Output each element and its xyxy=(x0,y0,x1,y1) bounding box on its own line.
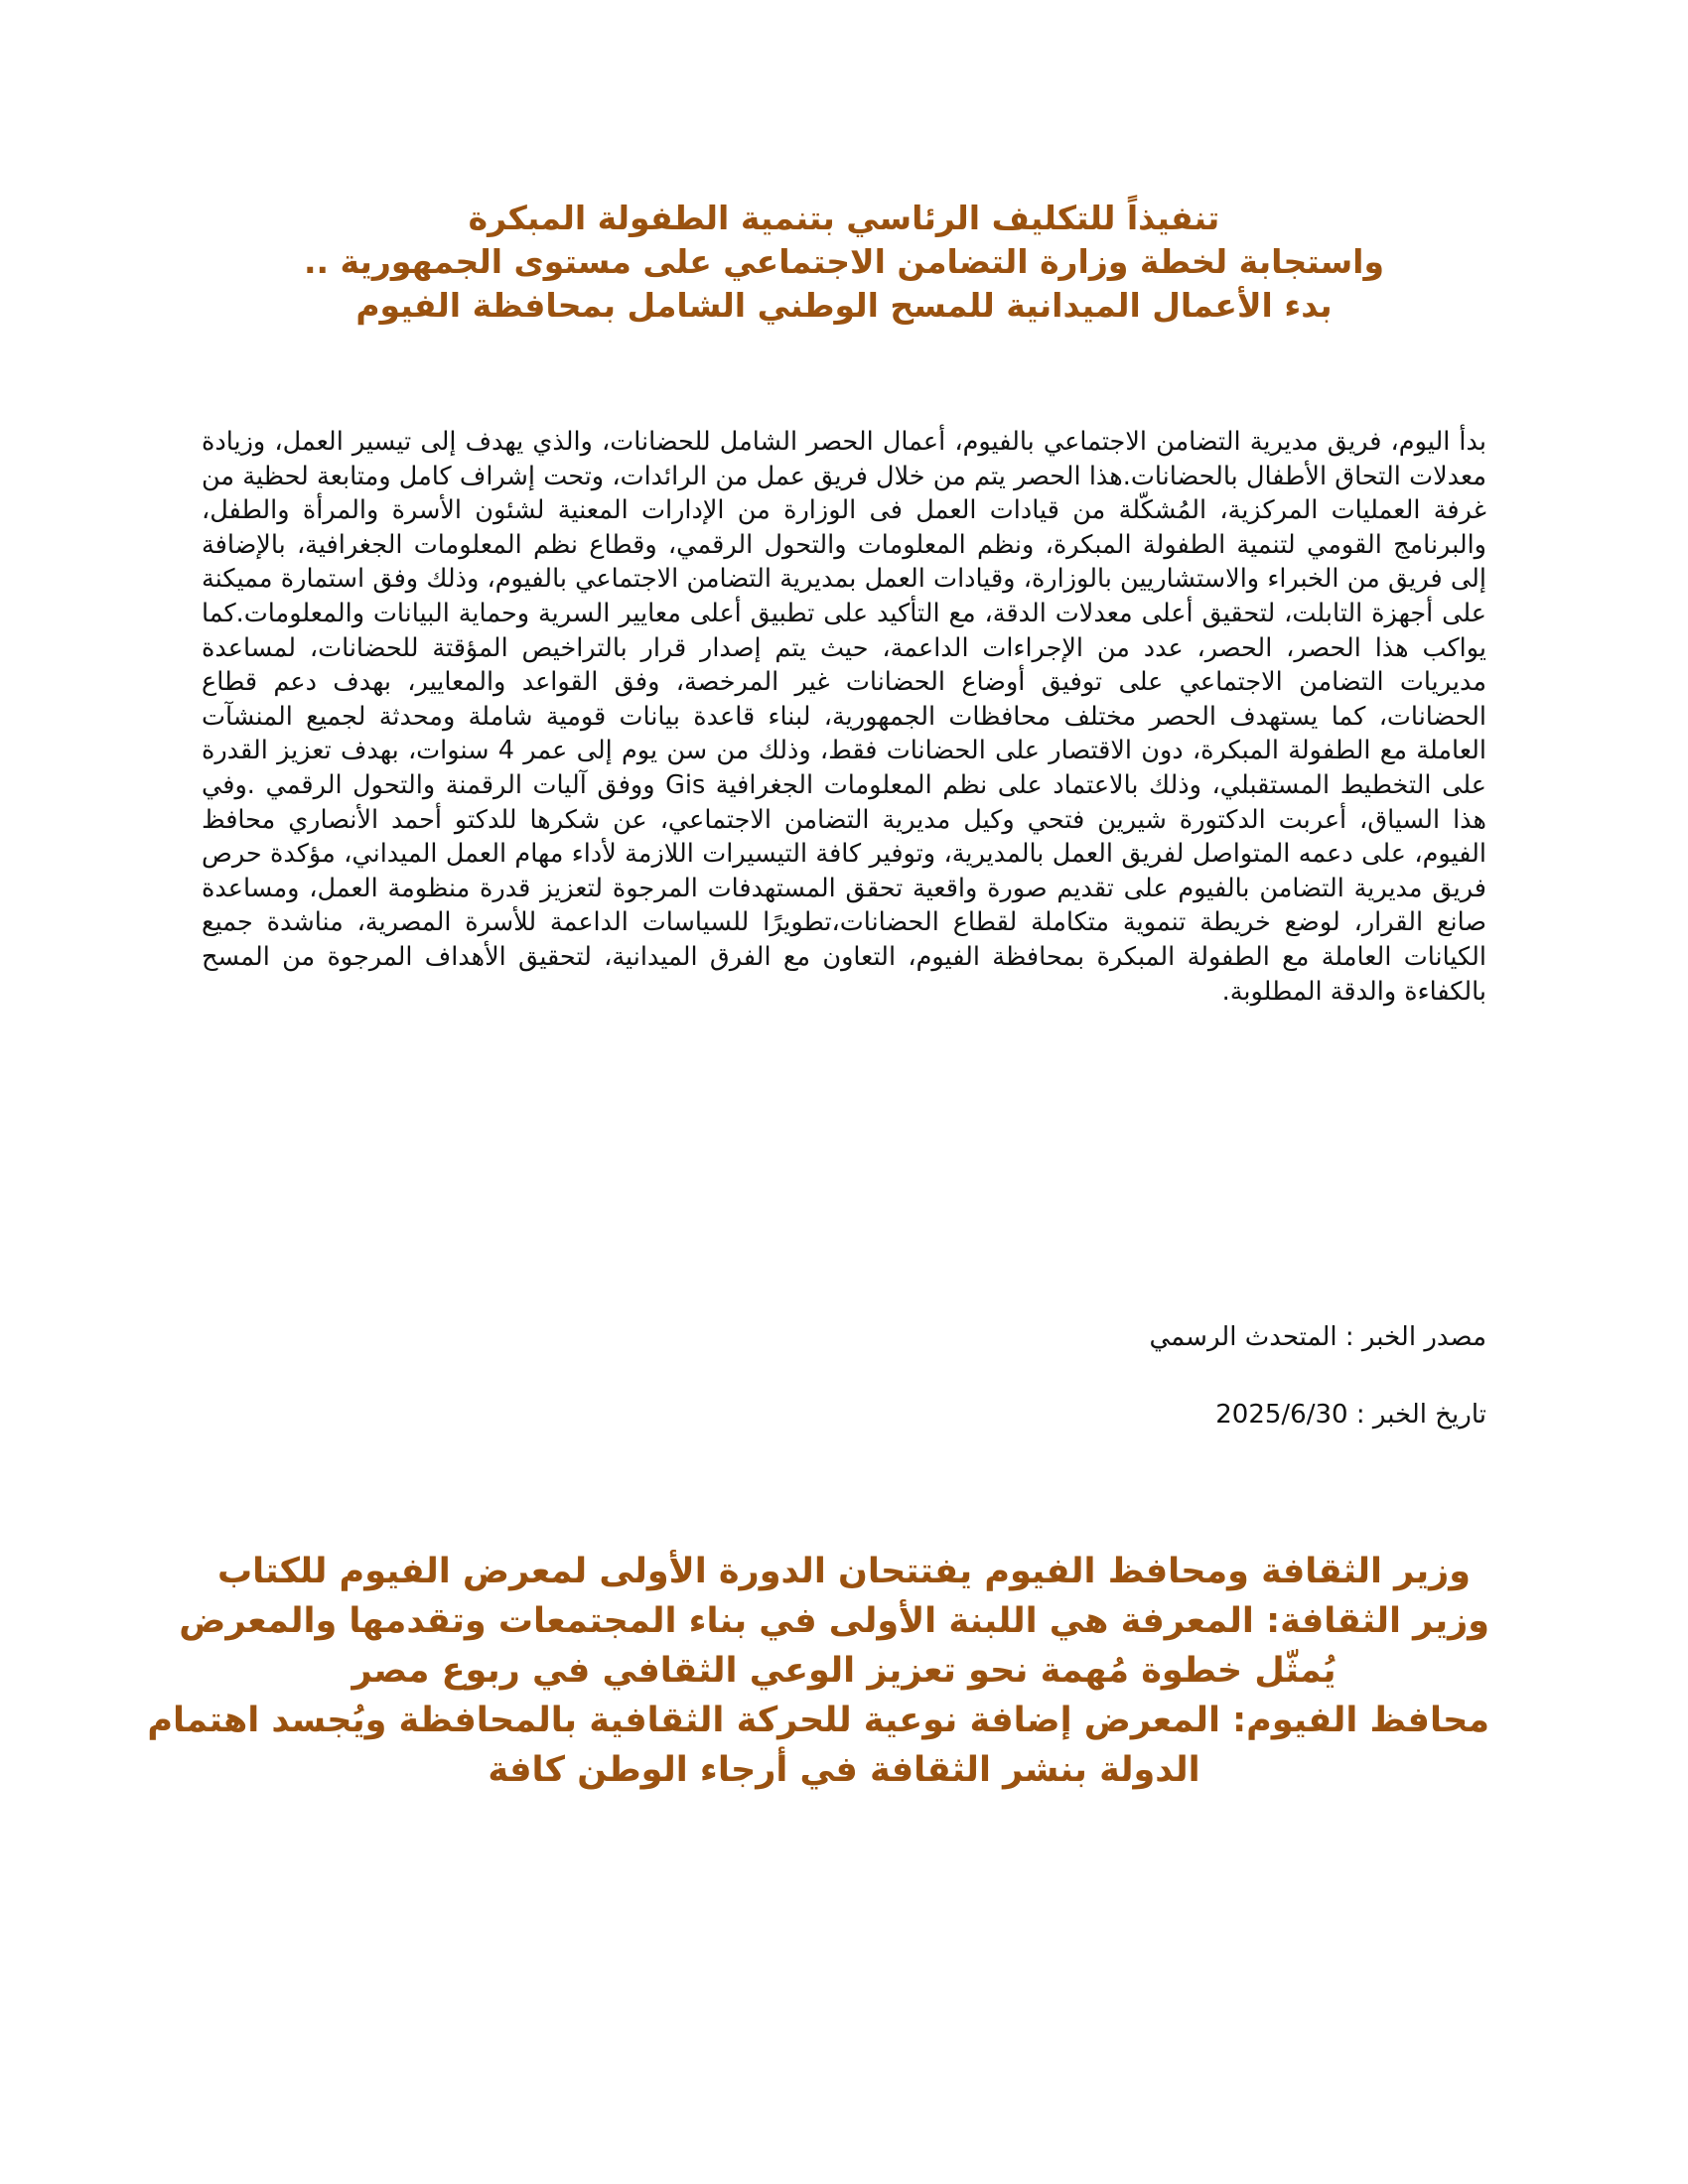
article-1-headline-line-1: تنفيذاً للتكليف الرئاسي بتنمية الطفولة المبكرة xyxy=(468,199,1220,237)
article-2-headline-line-5: الدولة بنشر الثقافة في أرجاء الوطن كافة xyxy=(488,1750,1200,1790)
article-1-headline xyxy=(199,197,1489,328)
article-1-headline-line-2: واستجابة لخطة وزارة التضامن الاجتماعي على مستوى الجمهورية .. xyxy=(303,242,1385,281)
article-1-source: مصدر الخبر : المتحدث الرسمي xyxy=(1149,1322,1486,1352)
article-2-headline-line-4: محافظ الفيوم: المعرض إضافة نوعية للحركة الثقافية بالمحافظة ويُجسد اهتمام xyxy=(147,1701,1489,1740)
article-2-headline-line-3: يُمثّل خطوة مُهمة نحو تعزيز الوعي الثقافي في ربوع مصر xyxy=(352,1651,1336,1691)
article-2-headline xyxy=(147,1547,1489,1795)
article-1-date: تاريخ الخبر : 2025/6/30 xyxy=(1215,1400,1486,1430)
article-2-headline-line-2: وزير الثقافة: المعرفة هي اللبنة الأولى في بناء المجتمعات وتقدمها والمعرض xyxy=(179,1601,1489,1641)
article-2-headline-line-1: وزير الثقافة ومحافظ الفيوم يفتتحان الدورة الأولى لمعرض الفيوم للكتاب xyxy=(216,1552,1472,1591)
article-1-headline-line-3: بدء الأعمال الميدانية للمسح الوطني الشامل بمحافظة الفيوم xyxy=(355,286,1333,325)
article-1-body: بدأ اليوم، فريق مديرية التضامن الاجتماعي بالفيوم، أعمال الحصر الشامل للحضانات، والذي يهدف إلى تيسير العمل، وزيادة معدلات التحاق الأطفال بالحضانات.هذا الحصر يتم من خلال فريق عمل من الرائدات، وتحت إشراف كامل ومتابعة لحظية من غرفة العمليات المركزية، المُشكّلة من قيادات العمل فى الوزارة من الإدارات المعنية لشئون الأسرة والمرأة والطفل، والبرنامج القومي لتنمية الطفولة المبكرة، ونظم المعلومات والتحول الرقمي، وقطاع نظم المعلومات الجغرافية، بالإضافة إلى فريق من الخبراء والاستشاريين بالوزارة، وقيادات العمل بمديرية التضامن الاجتماعي بالفيوم، وذلك وفق استمارة مميكنة على أجهزة التابلت، لتحقيق أعلى معدلات الدقة، مع التأكيد على تطبيق أعلى معايير السرية وحماية البيانات والمعلومات.كما يواكب هذا الحصر، الحصر، عدد من الإجراءات الداعمة، حيث يتم إصدار قرار بالتراخيص المؤقتة للحضانات، لمساعدة مديريات التضامن الاجتماعي على توفيق أوضاع الحضانات غير المرخصة، وفق القواعد والمعايير، بهدف دعم قطاع الحضانات، كما يستهدف الحصر مختلف محافظات الجمهورية، لبناء قاعدة بيانات قومية شاملة ومحدثة لجميع المنشآت العاملة مع الطفولة المبكرة، دون الاقتصار على الحضانات فقط، وذلك من سن يوم إلى عمر 4 سنوات، بهدف تعزيز القدرة على التخطيط المستقبلي، وذلك بالاعتماد على نظم المعلومات الجغرافية Gis ووفق آليات الرقمنة والتحول الرقمي .وفي هذا السياق، أعربت الدكتورة شيرين فتحي وكيل مديرية التضامن الاجتماعي، عن شكرها للدكتو أحمد الأنصاري محافظ الفيوم، على دعمه المتواصل لفريق العمل بالمديرية، وتوفير كافة التيسيرات اللازمة لأداء مهام العمل الميداني، مؤكدة حرص فريق مديرية التضامن بالفيوم على تقديم صورة واقعية تحقق المستهدفات المرجوة لتعزيز قدرة منظومة العمل، ومساعدة صانع القرار، لوضع خريطة تنموية متكاملة لقطاع الحضانات،تطويرًا للسياسات الداعمة للأسرة المصرية، مناشدة جميع الكيانات العاملة مع الطفولة المبكرة بمحافظة الفيوم، التعاون مع الفرق الميدانية، لتحقيق الأهداف المرجوة من المسح بالكفاءة والدقة المطلوبة. xyxy=(202,427,1487,1007)
